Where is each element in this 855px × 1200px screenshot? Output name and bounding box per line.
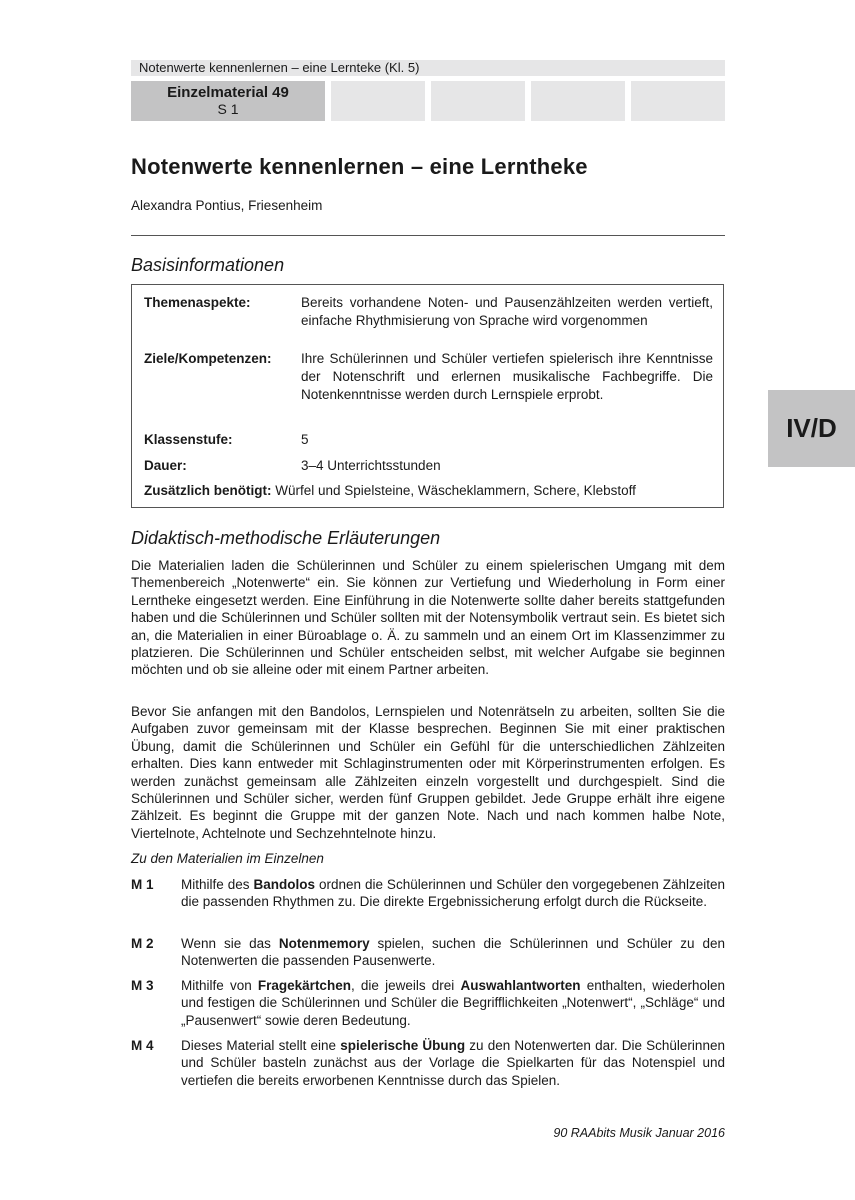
- section-tab: IV/D: [768, 390, 855, 467]
- info-value: 5: [301, 432, 309, 447]
- material-text: Dieses Material stellt eine spielerische Übung zu den Notenwerten dar. Die Schülerinnen und Schüler basteln zunächst aus der Vorlage die Spielkarten für das Notenspiel und vertiefen die bereits erworbenen Kenntnisse durch das Spielen.: [181, 1038, 725, 1088]
- material-text: Mithilfe des Bandolos ordnen die Schülerinnen und Schüler den vorgegebenen Zählzeiten die passenden Rhythmen zu. Die direkte Ergebnissicherung erfolgt durch die Rückseite.: [181, 877, 726, 910]
- empty-tab-1: [331, 81, 425, 121]
- material-tab: [131, 81, 325, 121]
- material-key: M 1: [131, 877, 154, 892]
- page-title: Notenwerte kennenlernen – eine Lerntheke: [131, 154, 588, 179]
- materials-heading: Zu den Materialien im Einzelnen: [131, 851, 324, 866]
- author: Alexandra Pontius, Friesenheim: [131, 198, 323, 213]
- material-text: Mithilfe von Fragekärtchen, die jeweils drei Auswahlantworten enthalten, wiederholen und festigen die Schülerinnen und Schüler die Begrifflichkeiten „Notenwert“, „Schläge“ und „Pausenwert“ sowie deren Bedeutung.: [181, 978, 725, 1028]
- info-value: Würfel und Spielsteine, Wäscheklammern, Schere, Klebstoff: [275, 483, 636, 498]
- page-footer: 90 RAAbits Musik Januar 2016: [553, 1126, 725, 1140]
- material-text: Wenn sie das Notenmemory spielen, suchen die Schülerinnen und Schüler zu den Notenwerten die passenden Pausenwerte.: [181, 936, 725, 969]
- info-label: Ziele/Kompetenzen:: [144, 351, 272, 366]
- material-label: Einzelmaterial 49: [167, 84, 289, 101]
- material-key: M 4: [131, 1038, 154, 1053]
- info-label: Zusätzlich benötigt:: [144, 483, 272, 498]
- empty-tab-2: [431, 81, 525, 121]
- info-value: Bereits vorhandene Noten- und Pausenzählzeiten werden vertieft, einfache Rhythmisierung von Sprache wird vorgenommen: [301, 295, 713, 328]
- material-key: M 2: [131, 936, 154, 951]
- basis-info-box: [131, 284, 724, 508]
- info-row-ziele: [144, 350, 713, 404]
- didaktik-heading: Didaktisch-methodische Erläuterungen: [131, 528, 441, 548]
- info-row-themenaspekte: [144, 294, 713, 330]
- running-title: Notenwerte kennenlernen – eine Lernteke (Kl. 5): [139, 60, 420, 75]
- material-item: [131, 1037, 725, 1089]
- basis-heading: Basisinformationen: [131, 255, 285, 275]
- info-label: Themenaspekte:: [144, 295, 251, 310]
- info-row-zusaetzlich: [144, 482, 713, 500]
- info-row-klassenstufe: [144, 431, 713, 449]
- header-tab-row: [131, 81, 725, 121]
- info-row-dauer: [144, 457, 713, 475]
- running-header: [131, 60, 725, 76]
- empty-tab-4: [631, 81, 725, 121]
- material-item: [131, 935, 725, 970]
- info-value: 3–4 Unterrichtsstunden: [301, 458, 441, 473]
- page-label: S 1: [217, 101, 239, 117]
- info-label: Dauer:: [144, 458, 187, 473]
- info-label: Klassenstufe:: [144, 432, 233, 447]
- paragraph: Bevor Sie anfangen mit den Bandolos, Lernspielen und Notenrätseln zu arbeiten, sollten Sie die Aufgaben zuvor gemeinsam mit der Klasse besprechen. Beginnen Sie mit einer praktischen Übung, damit die Schülerinnen und Schüler ein Gefühl für die unterschiedlichen Zählzeiten erhalten. Dies kann entweder mit Schlaginstrumenten oder mit Körperinstrumenten erfolgen. Es werden zunächst gemeinsam alle Zählzeiten einzeln vorgestellt und durchgespielt. Sind die Schülerinnen und Schüler sicher, werden fünf Gruppen gebildet. Jede Gruppe erhält ihre eigene Zählzeit. Es beginnt die Gruppe mit der ganzen Note. Nach und nach kommen halbe Note, Viertelnote, Achtelnote und Sechzehntelnote hinzu.: [131, 704, 725, 841]
- paragraph: Die Materialien laden die Schülerinnen und Schüler zu einem spielerischen Umgang mit dem Themenbereich „Notenwerte“ ein. Sie können zur Vertiefung und Wiederholung in Form einer Lerntheke eingesetzt werden. Eine Einführung in die Notenwerte sollte daher bereits stattgefunden haben und die Schülerinnen und Schüler sollten mit der Notensymbolik vertraut sein. Es bietet sich an, die Materialien in einer Büroablage o. Ä. zu sammeln und an einem Ort im Klassenzimmer zu platzieren. Die Schülerinnen und Schüler entscheiden selbst, mit welcher Aufgabe sie beginnen möchten und ob sie alleine oder mit einem Partner arbeiten.: [131, 558, 725, 678]
- empty-tab-3: [531, 81, 625, 121]
- material-key: M 3: [131, 978, 154, 993]
- info-value: Ihre Schülerinnen und Schüler vertiefen spielerisch ihre Kenntnisse der Notenschrift und erlernen musikalische Fachbegriffe. Die Notenkenntnisse werden durch Lernspiele erprobt.: [301, 351, 713, 402]
- material-item: [131, 876, 725, 911]
- divider: [131, 235, 725, 236]
- material-item: [131, 977, 725, 1029]
